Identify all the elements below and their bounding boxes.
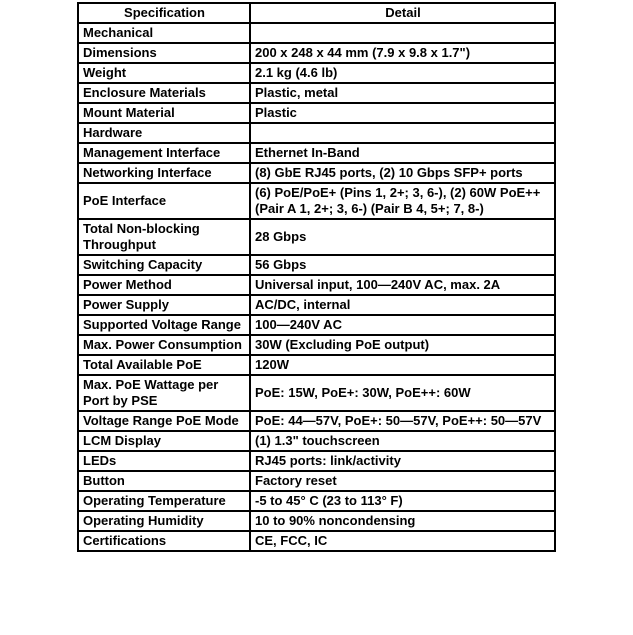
table-header [78, 3, 555, 23]
spec-cell: Total Non-blocking Throughput [78, 219, 250, 255]
detail-cell: -5 to 45° C (23 to 113° F) [250, 491, 555, 511]
spec-cell: Dimensions [78, 43, 250, 63]
table-row [78, 219, 555, 255]
table-row [78, 355, 555, 375]
table-row [78, 83, 555, 103]
spec-cell: Mechanical [78, 23, 250, 43]
detail-cell: RJ45 ports: link/activity [250, 451, 555, 471]
detail-cell: Universal input, 100—240V AC, max. 2A [250, 275, 555, 295]
spec-cell: Power Method [78, 275, 250, 295]
detail-cell: CE, FCC, IC [250, 531, 555, 551]
table-row [78, 315, 555, 335]
detail-cell: PoE: 15W, PoE+: 30W, PoE++: 60W [250, 375, 555, 411]
spec-cell: Switching Capacity [78, 255, 250, 275]
spec-cell: Supported Voltage Range [78, 315, 250, 335]
spec-cell: Management Interface [78, 143, 250, 163]
spec-cell: Certifications [78, 531, 250, 551]
spec-cell: Power Supply [78, 295, 250, 315]
detail-cell: 2.1 kg (4.6 lb) [250, 63, 555, 83]
spec-cell: Networking Interface [78, 163, 250, 183]
detail-cell: 100—240V AC [250, 315, 555, 335]
spec-cell: Operating Humidity [78, 511, 250, 531]
detail-cell: 30W (Excluding PoE output) [250, 335, 555, 355]
detail-cell: (6) PoE/PoE+ (Pins 1, 2+; 3, 6-), (2) 60W PoE++ (Pair A 1, 2+; 3, 6-) (Pair B 4, 5+; 7, 8-) [250, 183, 555, 219]
table-row [78, 531, 555, 551]
detail-cell: PoE: 44—57V, PoE+: 50—57V, PoE++: 50—57V [250, 411, 555, 431]
table-row [78, 23, 555, 43]
header-row [78, 3, 555, 23]
spec-cell: Enclosure Materials [78, 83, 250, 103]
spec-cell: LCM Display [78, 431, 250, 451]
spec-cell: Operating Temperature [78, 491, 250, 511]
table-row [78, 183, 555, 219]
detail-cell: 10 to 90% noncondensing [250, 511, 555, 531]
detail-cell: 28 Gbps [250, 219, 555, 255]
spec-cell: Button [78, 471, 250, 491]
detail-cell: (1) 1.3" touchscreen [250, 431, 555, 451]
table-row [78, 295, 555, 315]
table-row [78, 335, 555, 355]
spec-cell: LEDs [78, 451, 250, 471]
table-row [78, 375, 555, 411]
table-row [78, 103, 555, 123]
detail-cell [250, 123, 555, 143]
spec-cell: Voltage Range PoE Mode [78, 411, 250, 431]
spec-cell: Max. Power Consumption [78, 335, 250, 355]
specification-table [77, 2, 556, 552]
spec-cell: Max. PoE Wattage per Port by PSE [78, 375, 250, 411]
table-row [78, 491, 555, 511]
detail-cell: Ethernet In-Band [250, 143, 555, 163]
detail-cell: 200 x 248 x 44 mm (7.9 x 9.8 x 1.7") [250, 43, 555, 63]
detail-cell: Factory reset [250, 471, 555, 491]
spec-table-body [78, 23, 555, 551]
table-row [78, 63, 555, 83]
detail-cell: (8) GbE RJ45 ports, (2) 10 Gbps SFP+ ports [250, 163, 555, 183]
spec-cell: Hardware [78, 123, 250, 143]
table-row [78, 471, 555, 491]
spec-cell: Total Available PoE [78, 355, 250, 375]
detail-cell: AC/DC, internal [250, 295, 555, 315]
table-row [78, 511, 555, 531]
table-row [78, 143, 555, 163]
table-row [78, 255, 555, 275]
spec-cell: Mount Material [78, 103, 250, 123]
header-specification: Specification [78, 3, 250, 23]
table-row [78, 43, 555, 63]
table-row [78, 123, 555, 143]
spec-cell: PoE Interface [78, 183, 250, 219]
detail-cell: 56 Gbps [250, 255, 555, 275]
table-row [78, 431, 555, 451]
table-row [78, 275, 555, 295]
detail-cell: Plastic, metal [250, 83, 555, 103]
detail-cell: Plastic [250, 103, 555, 123]
header-detail: Detail [250, 3, 555, 23]
detail-cell [250, 23, 555, 43]
spec-cell: Weight [78, 63, 250, 83]
table-row [78, 163, 555, 183]
table-row [78, 411, 555, 431]
table-row [78, 451, 555, 471]
detail-cell: 120W [250, 355, 555, 375]
